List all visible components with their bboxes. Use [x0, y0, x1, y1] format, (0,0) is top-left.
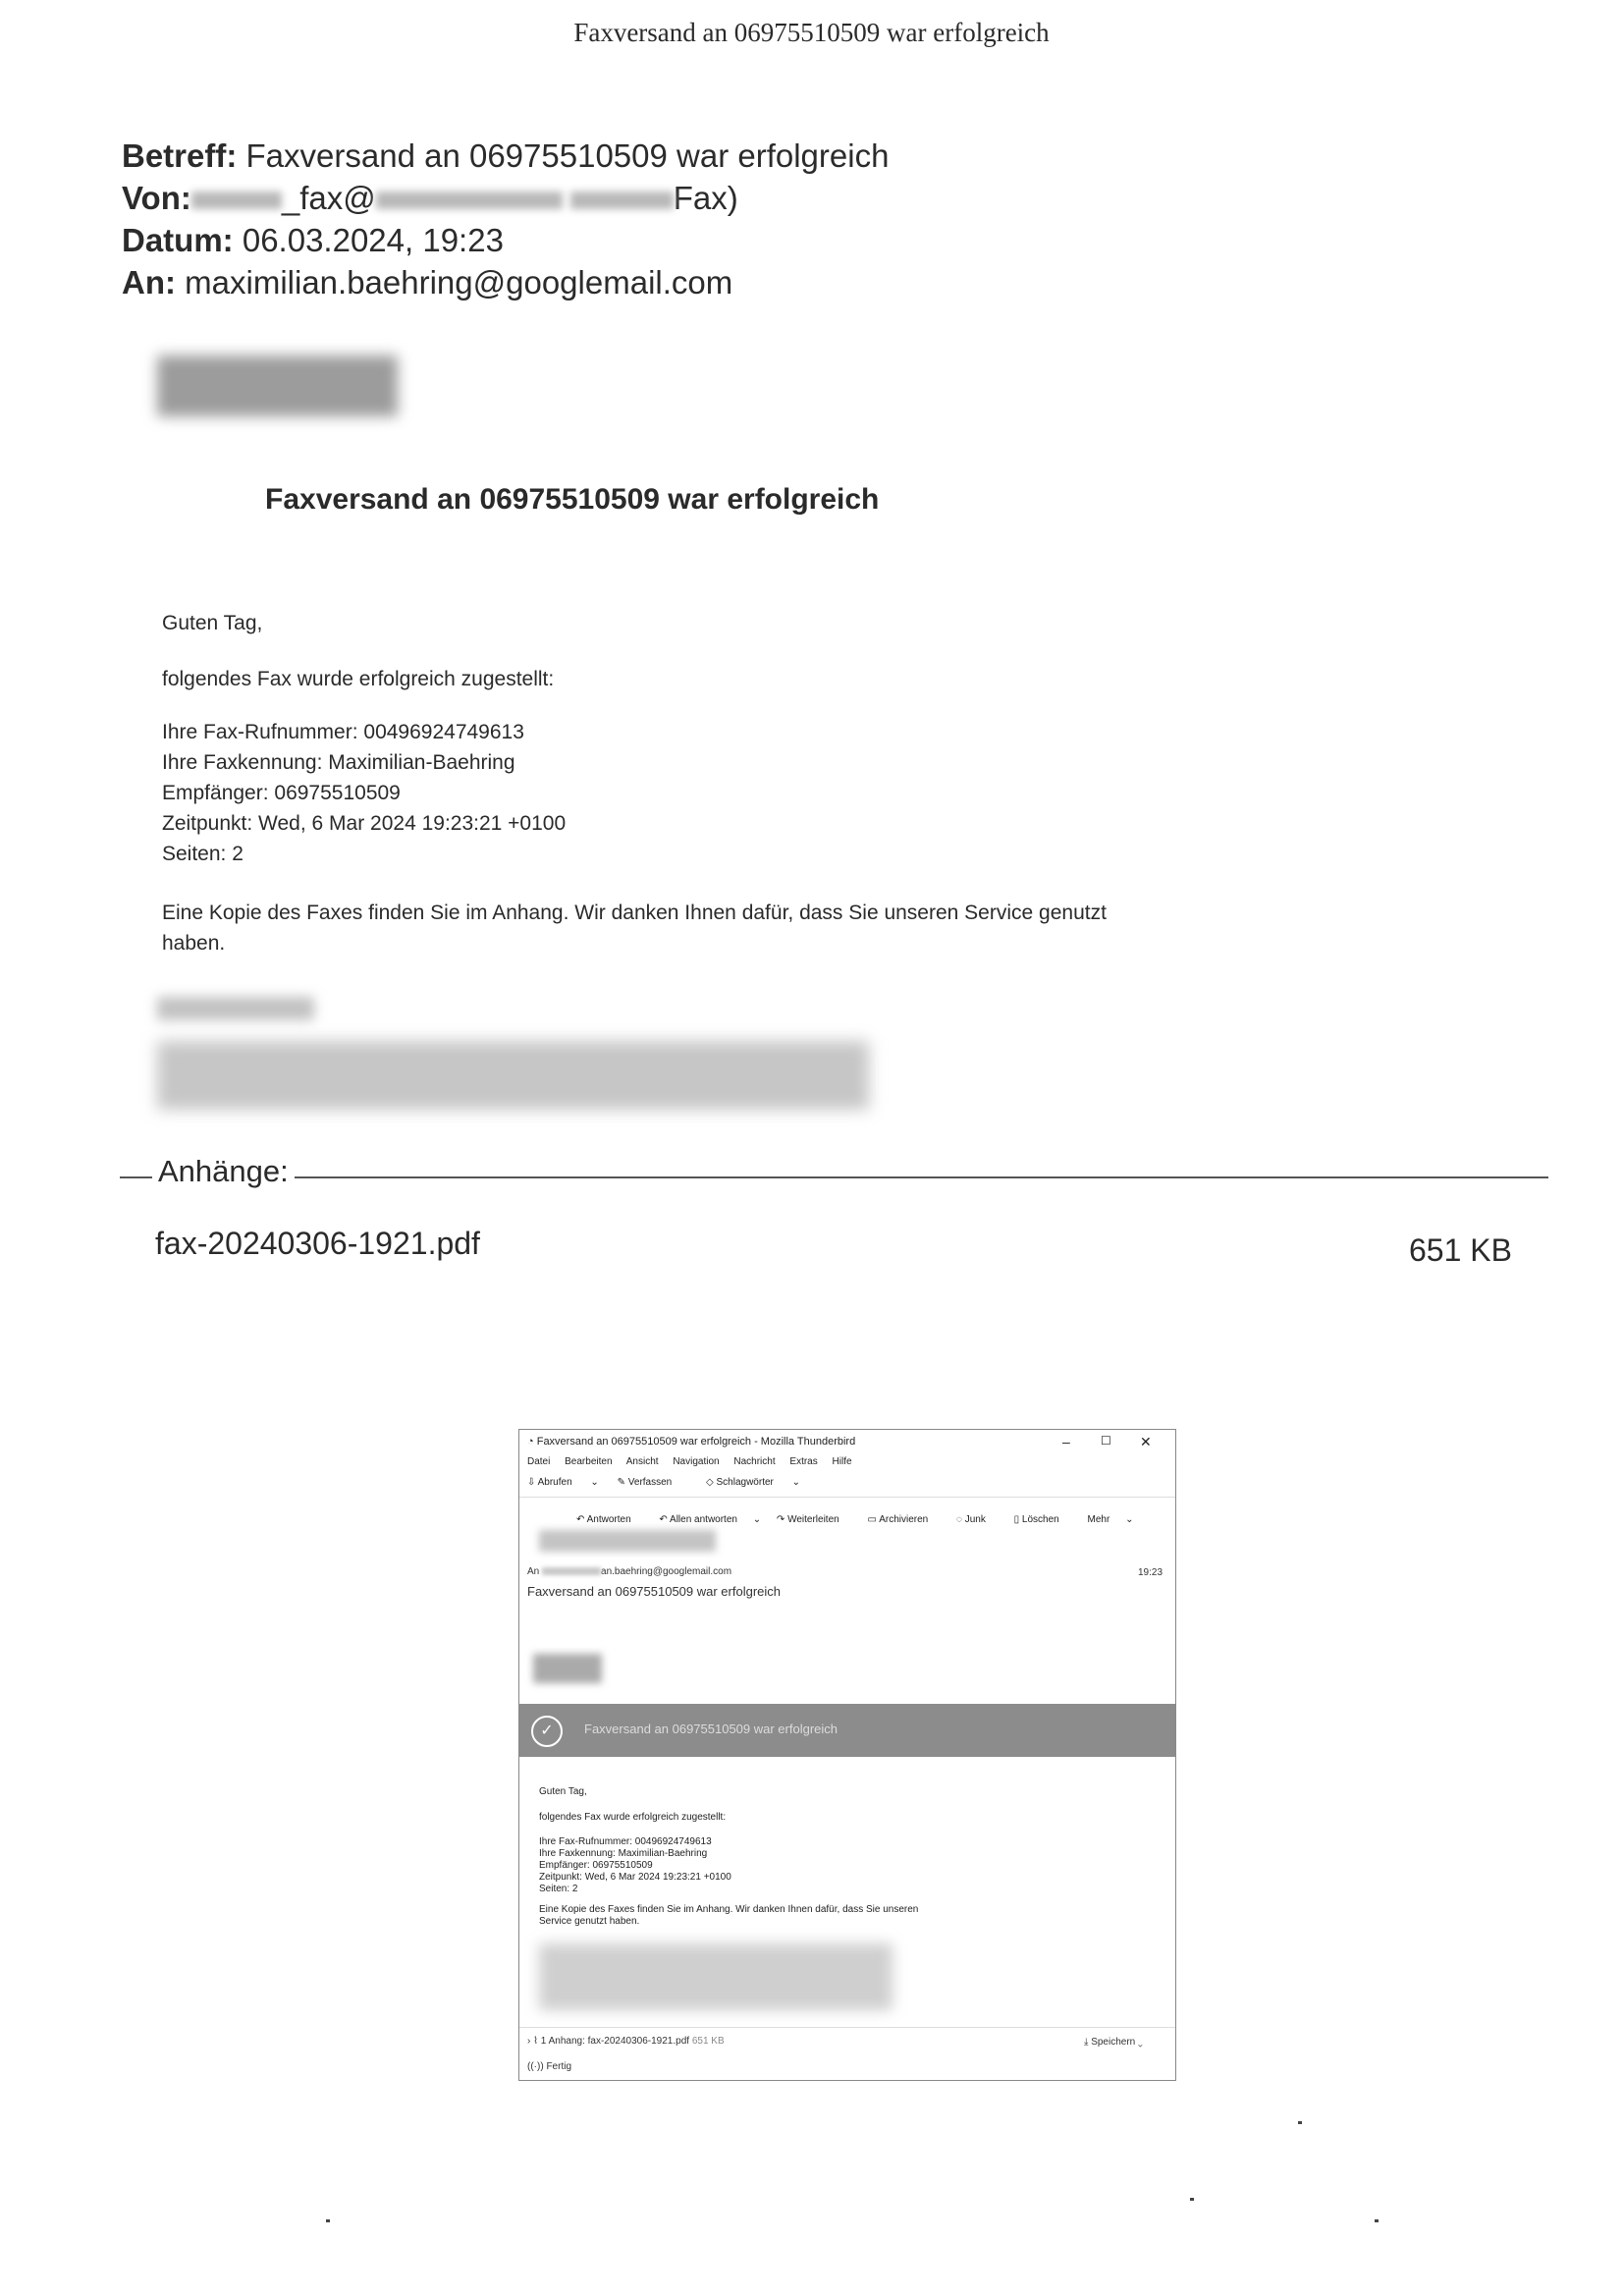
- blurred-signature-block: [157, 1041, 869, 1110]
- detail-line: Ihre Faxkennung: Maximilian-Baehring: [162, 751, 515, 774]
- tb-closing-line: Service genutzt haben.: [539, 1916, 640, 1927]
- tb-attachment-bar[interactable]: [527, 2036, 725, 2047]
- activity-icon: ((·)): [527, 2061, 544, 2072]
- to-label: An:: [122, 264, 176, 301]
- tb-closing: [539, 1904, 918, 1928]
- forward-button[interactable]: ↷ Weiterleiten: [776, 1514, 839, 1525]
- date-value: 06.03.2024, 19:23: [242, 222, 504, 258]
- tb-to-label: An: [527, 1566, 540, 1577]
- subject-line: [122, 137, 889, 175]
- page-title: Faxversand an 06975510509 war erfolgreich: [573, 18, 1050, 47]
- reply-label: Antworten: [586, 1514, 631, 1525]
- expand-icon[interactable]: ›: [527, 2036, 531, 2047]
- scan-speck: [326, 2219, 330, 2222]
- menu-hilfe[interactable]: Hilfe: [832, 1456, 852, 1467]
- compose-button[interactable]: ✎ Verfassen: [617, 1477, 673, 1488]
- menu-nachricht[interactable]: Nachricht: [733, 1456, 776, 1467]
- from-label: Von:: [122, 180, 191, 216]
- reply-all-label: Allen antworten: [670, 1514, 737, 1525]
- subject-label: Betreff:: [122, 137, 238, 174]
- tb-main-toolbar: [527, 1477, 816, 1488]
- attachment-separator: [519, 2027, 1175, 2028]
- archive-label: Archivieren: [879, 1514, 929, 1525]
- date-line: [122, 222, 504, 259]
- closing-line: haben.: [162, 932, 226, 955]
- tb-intro: folgendes Fax wurde erfolgreich zugestellt:: [539, 1812, 727, 1823]
- forward-label: Weiterleiten: [787, 1514, 839, 1525]
- reply-all-button[interactable]: ↶ Allen antworten ⌄: [659, 1514, 762, 1525]
- blurred-signature-name: [157, 997, 314, 1020]
- from-end: Fax): [673, 180, 738, 216]
- tb-blurred-logo: [533, 1654, 602, 1683]
- close-icon[interactable]: ✕: [1140, 1434, 1152, 1449]
- to-line: [122, 264, 732, 301]
- menu-navigation[interactable]: Navigation: [673, 1456, 720, 1467]
- tb-banner-text: Faxversand an 06975510509 war erfolgreich: [584, 1722, 839, 1736]
- tb-detail-line: Empfänger: 06975510509: [539, 1860, 653, 1871]
- menu-extras[interactable]: Extras: [789, 1456, 818, 1467]
- toolbar-separator: [519, 1497, 1175, 1498]
- redacted-name: [191, 191, 282, 209]
- date-label: Datum:: [122, 222, 234, 258]
- tb-detail-line: Zeitpunkt: Wed, 6 Mar 2024 19:23:21 +0100: [539, 1872, 731, 1883]
- detail-line: Seiten: 2: [162, 843, 243, 865]
- tb-attachment-line[interactable]: 1 Anhang: fax-20240306-1921.pdf: [540, 2036, 690, 2047]
- from-line: [122, 180, 738, 217]
- tb-to-redacted: [542, 1567, 601, 1575]
- tags-label: Schlagwörter: [716, 1477, 774, 1488]
- delete-label: Löschen: [1021, 1514, 1059, 1525]
- thunderbird-screenshot: [518, 1429, 1176, 2081]
- more-label: Mehr: [1087, 1514, 1110, 1525]
- scan-speck: [1298, 2121, 1302, 2124]
- attachments-divider: [120, 1176, 1548, 1178]
- menu-bearbeiten[interactable]: Bearbeiten: [565, 1456, 613, 1467]
- scan-speck: [1190, 2198, 1194, 2201]
- mail-title: Faxversand an 06975510509 war erfolgreich: [265, 483, 880, 516]
- tb-details: [539, 1836, 731, 1895]
- closing-line: Eine Kopie des Faxes finden Sie im Anhang. Wir danken Ihnen dafür, dass Sie unseren Service genutzt: [162, 902, 1107, 924]
- attachment-file-name[interactable]: fax-20240306-1921.pdf: [155, 1226, 480, 1261]
- tb-closing-line: Eine Kopie des Faxes finden Sie im Anhang. Wir danken Ihnen dafür, dass Sie unseren: [539, 1904, 919, 1915]
- save-label: Speichern: [1091, 2037, 1136, 2048]
- tb-statusbar: [527, 2061, 571, 2072]
- tags-button[interactable]: ◇ Schlagwörter ⌄: [706, 1477, 801, 1488]
- paperclip-icon: ⌇: [533, 2036, 539, 2047]
- junk-button[interactable]: ◌ Junk: [956, 1514, 986, 1525]
- tb-to-value[interactable]: an.baehring@googlemail.com: [601, 1566, 732, 1577]
- tb-window-title-text: Faxversand an 06975510509 war erfolgreich - Mozilla Thunderbird: [536, 1436, 856, 1448]
- from-mid: _fax@: [281, 180, 376, 216]
- detail-line: Ihre Fax-Rufnummer: 00496924749613: [162, 721, 524, 743]
- maximize-icon[interactable]: ☐: [1101, 1434, 1111, 1448]
- more-button[interactable]: Mehr ⌄: [1087, 1514, 1134, 1525]
- tb-detail-line: Ihre Fax-Rufnummer: 00496924749613: [539, 1836, 712, 1847]
- minimize-icon[interactable]: –: [1062, 1434, 1070, 1449]
- tb-window-title: [527, 1436, 855, 1448]
- archive-button[interactable]: ▭ Archivieren: [867, 1514, 929, 1525]
- greeting: Guten Tag,: [162, 612, 263, 634]
- save-button[interactable]: ⤓ Speichern ⌄: [1084, 2037, 1143, 2048]
- subject-value: Faxversand an 06975510509 war erfolgreich: [245, 137, 890, 174]
- tb-success-banner: [519, 1704, 1175, 1757]
- tb-to-line: [527, 1566, 731, 1577]
- blurred-logo: [157, 355, 398, 416]
- tb-attachment-size: 651 KB: [691, 2036, 725, 2047]
- fax-details: [162, 717, 566, 869]
- thunderbird-icon: ◔: [527, 1436, 534, 1448]
- tb-from-redacted: [539, 1530, 716, 1552]
- to-value: maximilian.baehring@googlemail.com: [185, 264, 733, 301]
- intro: folgendes Fax wurde erfolgreich zugestellt:: [162, 668, 555, 690]
- menu-ansicht[interactable]: Ansicht: [625, 1456, 659, 1467]
- tb-detail-line: Seiten: 2: [539, 1884, 578, 1894]
- menu-datei[interactable]: Datei: [527, 1456, 551, 1467]
- reply-button[interactable]: ↶ Antworten: [576, 1514, 631, 1525]
- delete-button[interactable]: ▯ Löschen: [1013, 1514, 1059, 1525]
- compose-label: Verfassen: [627, 1477, 673, 1488]
- tb-subject: Faxversand an 06975510509 war erfolgreich: [527, 1584, 782, 1599]
- redacted-display: [570, 191, 674, 209]
- tb-detail-line: Ihre Faxkennung: Maximilian-Baehring: [539, 1848, 708, 1859]
- fetch-label: Abrufen: [537, 1477, 572, 1488]
- attachment-file-size: 651 KB: [1409, 1232, 1512, 1268]
- junk-label: Junk: [964, 1514, 986, 1525]
- checkmark-icon: ✓: [531, 1716, 563, 1747]
- attachments-label: Anhänge:: [152, 1154, 295, 1189]
- tb-blurred-signature: [539, 1943, 893, 2010]
- detail-line: Zeitpunkt: Wed, 6 Mar 2024 19:23:21 +0100: [162, 812, 567, 835]
- closing: [162, 898, 1107, 958]
- scan-speck: [1375, 2219, 1379, 2222]
- tb-time: 19:23: [1138, 1567, 1163, 1578]
- redacted-domain: [376, 191, 563, 209]
- fetch-button[interactable]: ⇩ Abrufen ⌄: [527, 1477, 599, 1488]
- download-icon: ⤓: [1084, 2037, 1089, 2048]
- tb-menubar: [527, 1456, 864, 1467]
- tb-message-toolbar: [576, 1514, 1146, 1525]
- tb-greeting: Guten Tag,: [539, 1786, 587, 1797]
- detail-line: Empfänger: 06975510509: [162, 782, 401, 804]
- tb-status-text: Fertig: [546, 2061, 571, 2072]
